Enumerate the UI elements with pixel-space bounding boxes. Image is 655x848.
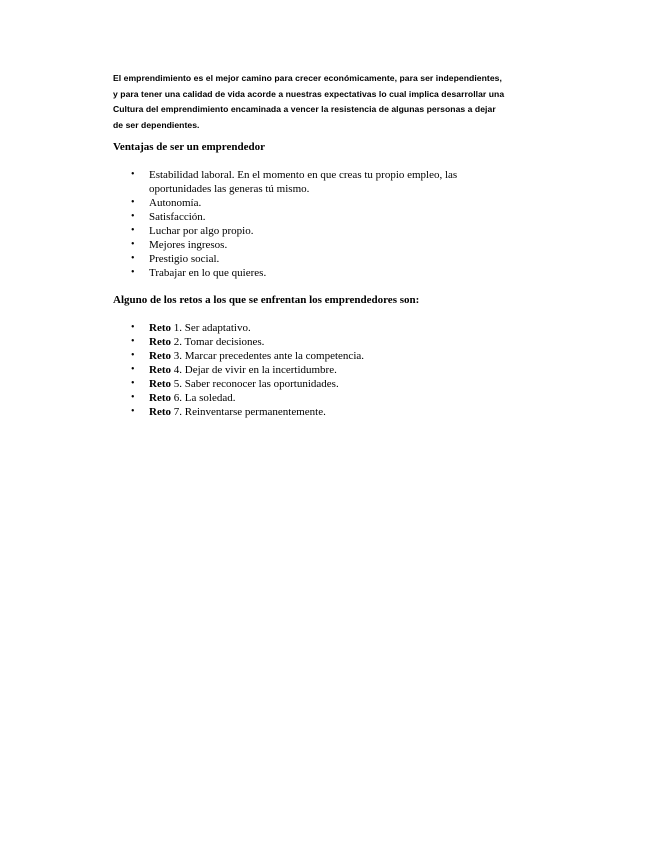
section-heading-retos: Alguno de los retos a los que se enfrentan los emprendedores son:: [113, 294, 420, 306]
intro-line: El emprendimiento es el mejor camino para crecer económicamente, para ser independientes,: [113, 73, 502, 83]
intro-line: y para tener una calidad de vida acorde a nuestras expectativas lo cual implica desarrollar una: [113, 88, 505, 99]
reto-text: 7. Reinventarse permanentemente.: [171, 406, 326, 418]
list-item: [113, 266, 533, 280]
bullet-icon: •: [131, 350, 135, 361]
reto-label: Reto: [149, 336, 171, 348]
reto-text: 5. Saber reconocer las oportunidades.: [171, 378, 339, 390]
list-item: [113, 224, 533, 238]
list-item-text: Satisfacción.: [149, 211, 206, 223]
bullet-icon: •: [131, 336, 135, 347]
list-item: [113, 377, 533, 391]
bullet-icon: •: [131, 225, 135, 236]
intro-paragraph: [113, 71, 553, 133]
reto-label: Reto: [149, 322, 171, 334]
intro-line: Cultura del emprendimiento encaminada a vencer la resistencia de algunas personas a dejar: [113, 104, 496, 114]
bullet-icon: •: [131, 169, 135, 180]
reto-label: Reto: [149, 364, 171, 376]
reto-label: Reto: [149, 350, 171, 362]
list-item: [113, 321, 533, 335]
intro-line: de ser dependientes.: [113, 119, 200, 130]
list-item: [113, 168, 533, 196]
list-item: [113, 363, 533, 377]
reto-text: 6. La soledad.: [171, 392, 236, 404]
list-item-text: Estabilidad laboral. En el momento en que creas tu propio empleo, las: [149, 169, 458, 181]
list-item: [113, 405, 533, 419]
section-heading-ventajas: Ventajas de ser un emprendedor: [113, 141, 265, 153]
list-item: [113, 349, 533, 363]
list-item: [113, 238, 533, 252]
reto-label: Reto: [149, 406, 171, 418]
list-item-text: Trabajar en lo que quieres.: [149, 267, 267, 279]
list-item: [113, 391, 533, 405]
list-item: [113, 210, 533, 224]
bullet-icon: •: [131, 197, 135, 208]
reto-text: 2. Tomar decisiones.: [171, 336, 265, 348]
bullet-icon: •: [131, 267, 135, 278]
reto-text: 4. Dejar de vivir en la incertidumbre.: [171, 364, 337, 376]
bullet-icon: •: [131, 322, 135, 333]
bullet-icon: •: [131, 253, 135, 264]
list-item: [113, 335, 533, 349]
reto-text: 3. Marcar precedentes ante la competencia.: [171, 350, 365, 362]
list-item: [113, 252, 533, 266]
list-item-text: Mejores ingresos.: [149, 239, 228, 251]
ventajas-list: [113, 168, 533, 280]
list-item-text: Autonomía.: [149, 197, 202, 209]
bullet-icon: •: [131, 378, 135, 389]
bullet-icon: •: [131, 364, 135, 375]
bullet-icon: •: [131, 239, 135, 250]
list-item-text: Luchar por algo propio.: [149, 225, 254, 237]
list-item-text: oportunidades las generas tú mismo.: [149, 183, 310, 195]
list-item: [113, 196, 533, 210]
reto-text: 1. Ser adaptativo.: [171, 322, 251, 334]
bullet-icon: •: [131, 406, 135, 417]
bullet-icon: •: [131, 392, 135, 403]
list-item-text: Prestigio social.: [149, 253, 220, 265]
reto-label: Reto: [149, 378, 171, 390]
reto-label: Reto: [149, 392, 171, 404]
bullet-icon: •: [131, 211, 135, 222]
retos-list: [113, 321, 533, 419]
